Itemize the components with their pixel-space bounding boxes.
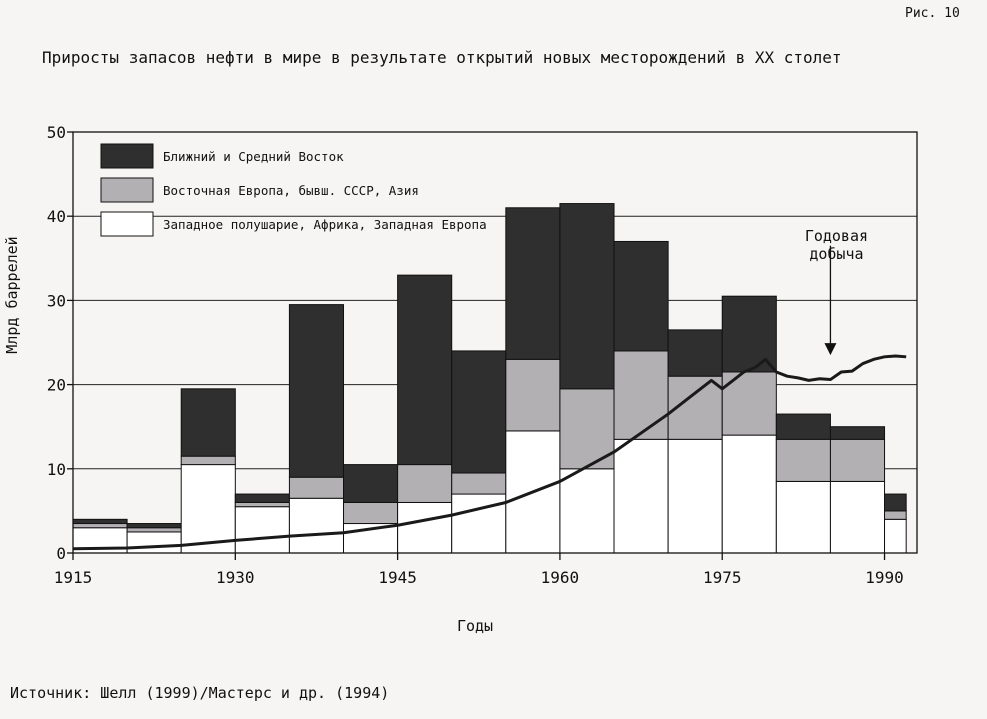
bar-east_europe	[235, 502, 289, 506]
bar-east_europe	[344, 502, 398, 523]
bar-western	[722, 435, 776, 553]
annotation-line2: добыча	[809, 245, 864, 263]
bar-east_europe	[181, 456, 235, 464]
bar-western	[776, 481, 830, 553]
y-tick-label: 0	[56, 544, 66, 563]
y-tick-label: 10	[46, 459, 66, 479]
bar-east_europe	[289, 477, 343, 498]
bar-western	[289, 498, 343, 553]
bar-western	[235, 507, 289, 553]
bar-western	[614, 439, 668, 553]
bar-middle_east	[830, 427, 884, 440]
bar-middle_east	[181, 389, 235, 456]
x-tick-label: 1975	[702, 568, 742, 587]
y-tick-label: 30	[46, 291, 66, 311]
legend-label-western: Западное полушарие, Африка, Западная Европа	[163, 217, 487, 232]
y-tick-label: 50	[46, 123, 66, 142]
bar-middle_east	[452, 351, 506, 473]
bar-east_europe	[127, 528, 181, 532]
bar-middle_east	[344, 465, 398, 503]
y-tick-label: 40	[46, 207, 66, 227]
bar-western	[127, 532, 181, 553]
bar-middle_east	[614, 241, 668, 350]
x-tick-label: 1945	[378, 568, 417, 587]
bar-middle_east	[73, 519, 127, 523]
x-tick-label: 1960	[540, 568, 580, 587]
bar-east_europe	[73, 524, 127, 528]
legend-label-middle_east: Ближний и Средний Восток	[163, 149, 344, 164]
bar-middle_east	[668, 330, 722, 376]
x-tick-label: 1930	[216, 568, 255, 587]
bar-east_europe	[506, 359, 560, 431]
bar-east_europe	[776, 439, 830, 481]
x-axis-label: Годы	[456, 617, 494, 635]
bar-east_europe	[452, 473, 506, 494]
bar-east_europe	[885, 511, 907, 519]
source-note: Источник: Шелл (1999)/Мастерс и др. (1994)	[10, 684, 390, 702]
legend-swatch-middle_east	[101, 144, 153, 168]
bar-middle_east	[289, 305, 343, 478]
bar-east_europe	[830, 439, 884, 481]
bar-western	[885, 519, 907, 553]
bar-western	[830, 481, 884, 553]
y-tick-label: 20	[46, 375, 66, 395]
bar-east_europe	[614, 351, 668, 439]
annotation-line1: Годовая	[804, 227, 869, 245]
legend-label-east_europe: Восточная Европа, бывш. СССР, Азия	[163, 183, 419, 198]
bar-middle_east	[885, 494, 907, 511]
x-tick-label: 1915	[53, 568, 93, 587]
bar-east_europe	[398, 465, 452, 503]
bar-western	[560, 469, 614, 553]
bar-middle_east	[776, 414, 830, 439]
bar-middle_east	[506, 208, 560, 360]
bar-middle_east	[127, 524, 181, 528]
chart-title: Приросты запасов нефти в мире в результате открытий новых месторождений в XX столет	[42, 48, 842, 67]
legend-swatch-east_europe	[101, 178, 153, 202]
legend	[101, 144, 487, 236]
figure-number: Рис. 10	[905, 6, 960, 21]
bars	[73, 204, 906, 553]
x-tick-label: 1990	[865, 568, 904, 587]
legend-swatch-western	[101, 212, 153, 236]
annotation-arrowhead	[824, 343, 836, 355]
bar-western	[668, 439, 722, 553]
bar-middle_east	[235, 494, 289, 502]
y-axis-label: Млрд баррелей	[3, 236, 21, 354]
bar-western	[398, 502, 452, 553]
bar-middle_east	[398, 275, 452, 464]
bar-middle_east	[560, 204, 614, 389]
